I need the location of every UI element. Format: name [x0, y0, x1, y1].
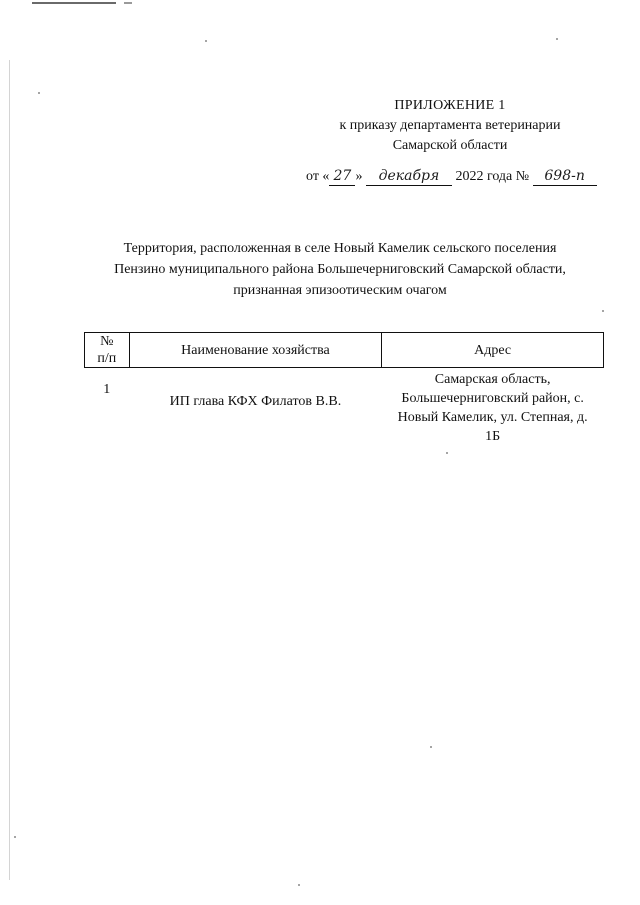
scan-artifact-top [32, 2, 116, 4]
scan-speck [14, 836, 16, 838]
scan-artifact-top-small [124, 2, 132, 4]
scan-artifact-left-edge [9, 60, 10, 880]
handwritten-day: 27 [329, 167, 355, 186]
document-title-line1: Территория, расположенная в селе Новый Камелик сельского поселения [123, 241, 557, 256]
cell-farm-name: ИП глава КФХ Филатов В.В. [169, 394, 342, 409]
date-prefix: от « [306, 169, 330, 184]
header-farm-name: Наименование хозяйства [129, 333, 382, 368]
scan-speck [205, 40, 207, 42]
date-year-text: 2022 года № [455, 169, 530, 184]
cell-number: 1 [103, 382, 111, 397]
appendix-header [300, 96, 600, 156]
appendix-subtitle-line1: к приказу департамента ветеринарии [339, 118, 561, 133]
handwritten-order-number: 698-п [533, 167, 597, 186]
cell-address [382, 368, 604, 447]
appendix-subtitle-line2: Самарской области [392, 138, 508, 153]
address-line4: 1Б [485, 429, 501, 444]
scan-speck [430, 746, 432, 748]
farms-table [84, 332, 604, 446]
scan-speck [556, 38, 558, 40]
address-line3: Новый Камелик, ул. Степная, д. [397, 410, 588, 425]
scan-speck [298, 884, 300, 886]
scan-speck [602, 310, 604, 312]
document-title-line3: признанная эпизоотическим очагом [233, 283, 447, 298]
header-number-symbol: № [100, 334, 114, 349]
address-line1: Самарская область, [434, 372, 551, 387]
header-number [85, 333, 130, 368]
scan-speck [446, 452, 448, 454]
address-line2: Большечерниговский район, с. [401, 391, 584, 406]
header-number-abbr: п/п [97, 351, 117, 366]
table-row [85, 368, 604, 447]
document-title-line2: Пензино муниципального района Большечерниговский Самарской области, [114, 262, 566, 277]
scan-speck [38, 92, 40, 94]
date-close-quote: » [355, 169, 363, 184]
farms-table-wrapper [84, 332, 604, 446]
header-address: Адрес [382, 333, 604, 368]
order-date-line [306, 166, 606, 188]
handwritten-month: декабря [366, 167, 452, 186]
table-header-row [85, 333, 604, 368]
appendix-title: ПРИЛОЖЕНИЕ 1 [394, 98, 506, 113]
document-title [60, 238, 620, 301]
